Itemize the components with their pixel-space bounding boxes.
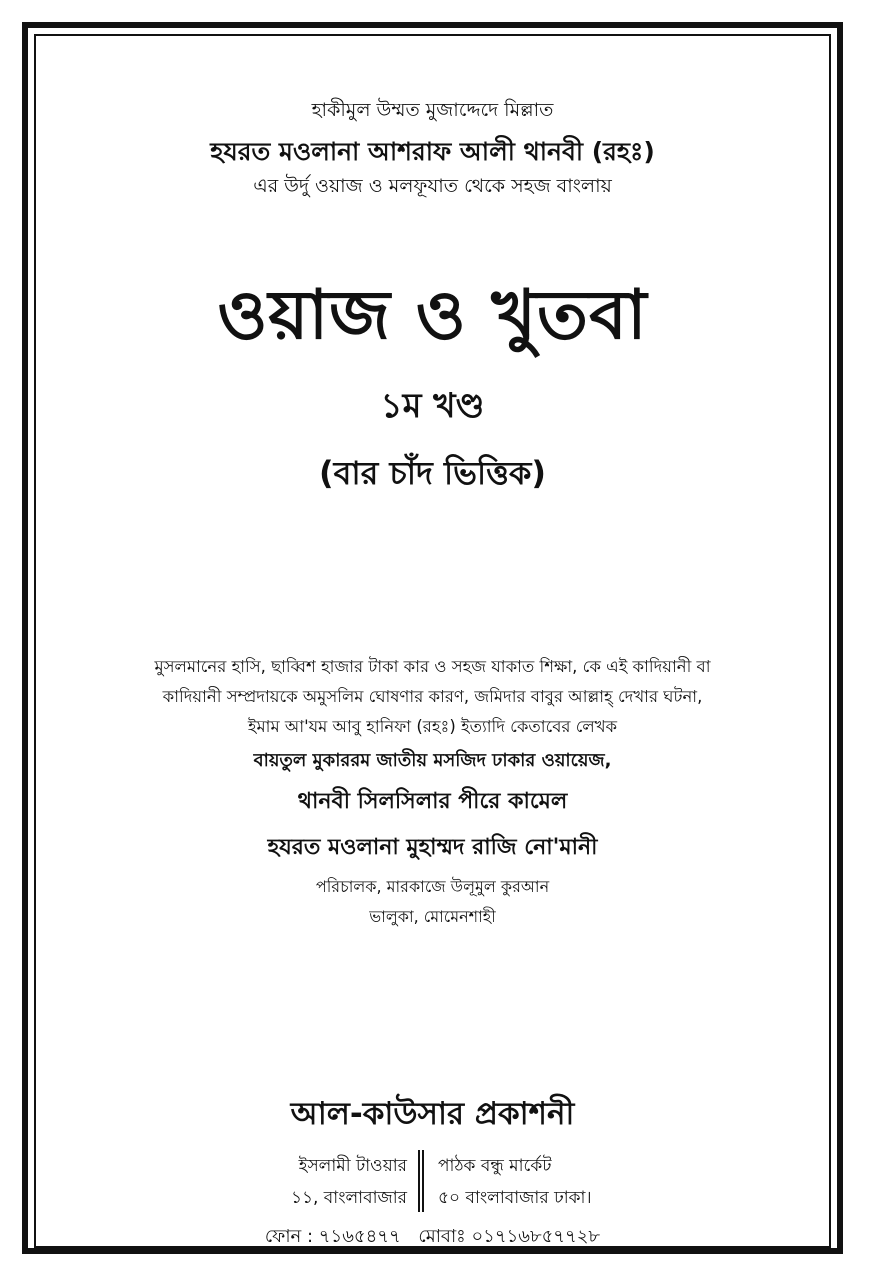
address-divider <box>418 1150 424 1212</box>
works-line: ইমাম আ'যম আবু হানিফা (রহঃ) ইত্যাদি কেতাবের লেখক <box>247 717 618 736</box>
works-line: কাদিয়ানী সম্প্রদায়কে অমুসলিম ঘোষণার কারণ, জমিদার বাবুর আল্লাহ্ দেখার ঘটনা, <box>162 687 703 706</box>
address-left-line: ১১, বাংলাবাজার <box>290 1188 407 1208</box>
address-right-line: পাঠক বন্ধু মার্কেট <box>438 1156 552 1176</box>
address-left-line: ইসলামী টাওয়ার <box>298 1156 407 1176</box>
address-right-line: ৫০ বাংলাবাজার ঢাকা। <box>438 1188 592 1208</box>
translator-place: ভালুকা, মোমেনশাহী <box>369 907 496 926</box>
author-name: হযরত মওলানা আশরাফ আলী থানবী (রহঃ) <box>210 137 655 166</box>
mobile-number: মোবাঃ ০১৭১৬৮৫৭৭২৮ <box>418 1226 601 1247</box>
translator-works <box>40 652 825 742</box>
address-left <box>291 1150 407 1214</box>
source-subtitle: এর উর্দু ওয়াজ ও মলফূযাত থেকে সহজ বাংলায় <box>253 175 612 197</box>
page-border-inner <box>34 34 831 1248</box>
works-line: মুসলমানের হাসি, ছাব্বিশ হাজার টাকা কার ও সহজ যাকাত শিক্ষা, কে এই কাদিয়ানী বা <box>154 657 711 676</box>
translator-role: পরিচালক, মারকাজে উলূমুল কুরআন <box>315 877 550 896</box>
translator-name: হযরত মওলানা মুহাম্মদ রাজি নো'মানী <box>267 835 598 860</box>
volume-label: ১ম খণ্ড <box>380 386 485 426</box>
phone-number: ফোন : ৭১৬৫৪৭৭ <box>264 1226 401 1247</box>
volume-note: (বার চাঁদ ভিত্তিক) <box>318 454 546 492</box>
publisher-name: আল-কাউসার প্রকাশনী <box>290 1096 575 1132</box>
author-epithet: হাকীমুল উম্মত মুজাদ্দেদে মিল্লাত <box>311 99 554 121</box>
address-right <box>438 1150 592 1214</box>
translator-credit-2: থানবী সিলসিলার পীরে কামেল <box>297 789 568 814</box>
publisher-address <box>40 1150 825 1214</box>
contact-line <box>40 1222 825 1253</box>
translator-credit-1: বায়তুল মুকাররম জাতীয় মসজিদ ঢাকার ওয়ায়েজ, <box>253 750 612 771</box>
book-title: ওয়াজ ও খুতবা <box>217 276 648 355</box>
